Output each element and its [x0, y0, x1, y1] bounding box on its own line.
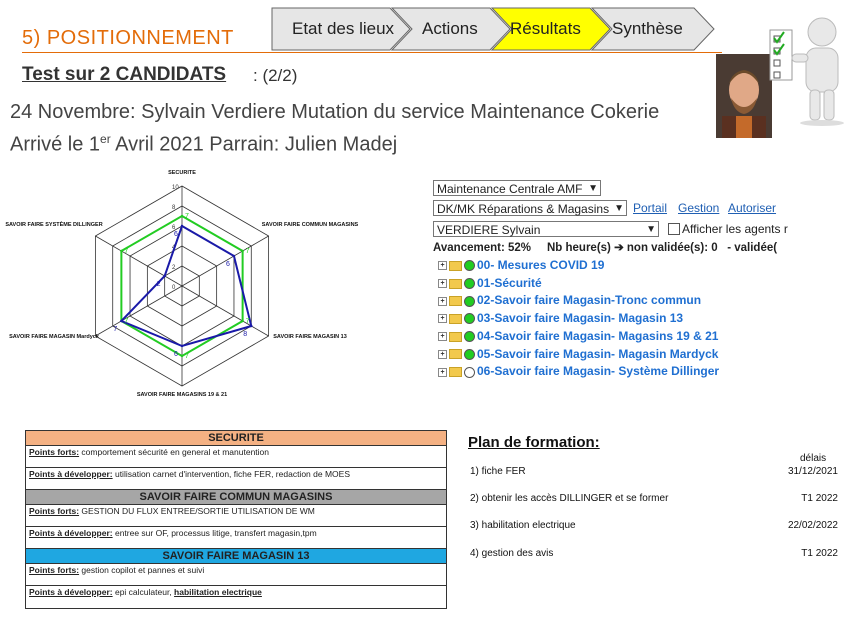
module-item[interactable] — [438, 293, 701, 309]
radar-target-label: 7 — [124, 248, 129, 255]
radar-target-label: 7 — [245, 248, 250, 255]
radar-axis-label: SECURITE — [168, 170, 196, 176]
strengths-row: Points forts: gestion copilot et pannes et suivi — [26, 564, 446, 586]
radar-actual-label: 6 — [174, 231, 178, 238]
section-title: 5) POSITIONNEMENT — [22, 27, 234, 49]
team-select[interactable]: DK/MK Réparations & Magasins ▼ — [433, 200, 627, 216]
module-item[interactable] — [438, 311, 683, 327]
radar-tick-label: 4 — [172, 245, 176, 251]
step-label-resultats: Résultats — [510, 19, 581, 38]
expand-icon[interactable]: + — [438, 314, 447, 323]
evaluation-table — [25, 430, 447, 609]
radar-actual-label: 8 — [243, 331, 248, 338]
module-label: 05-Savoir faire Magasin- Magasin Mardyck — [477, 346, 719, 361]
radar-axis-label: SAVOIR FAIRE COMMUN MAGASINS — [261, 222, 359, 228]
expand-icon[interactable]: + — [438, 368, 447, 377]
radar-axis-label: SAVOIR FAIRE MAGASIN 13 — [273, 334, 347, 340]
folder-icon — [449, 332, 462, 342]
folder-icon — [449, 314, 462, 324]
folder-icon — [449, 367, 462, 377]
module-item[interactable] — [438, 276, 542, 292]
gestion-link[interactable]: Gestion — [678, 201, 720, 215]
radar-actual-point — [181, 345, 183, 347]
plan-date: 22/02/2022 — [787, 520, 838, 531]
radar-tick-label: 10 — [172, 185, 179, 191]
radar-axis-label: SAVOIR FAIRE MAGASIN Mardyck — [9, 334, 99, 340]
step-label-synthese: Synthèse — [612, 19, 683, 38]
step-label-actions: Actions — [422, 19, 478, 38]
improvements-row: Points à développer: utilisation carnet d'intervention, fiche FER, redaction de MOES — [26, 468, 446, 490]
strengths-row: Points forts: GESTION DU FLUX ENTREE/SORTIE UTILISATION DE WM — [26, 505, 446, 527]
expand-icon[interactable]: + — [438, 332, 447, 341]
improvements-row: Points à développer: entree sur OF, processus litige, transfert magasin,tpm — [26, 527, 446, 549]
service-select[interactable]: Maintenance Centrale AMF ▼ — [433, 180, 601, 196]
training-portal-panel — [432, 178, 788, 383]
radar-target-label: 7 — [185, 213, 189, 220]
radar-actual-label: 7 — [113, 326, 118, 333]
plan-item: 3) habilitation electrique — [470, 520, 576, 531]
agent-select[interactable]: VERDIERE Sylvain ▼ — [433, 221, 659, 237]
step-label-etat-des-lieux: Etat des lieux — [292, 19, 395, 38]
table-section-header: SAVOIR FAIRE MAGASIN 13 — [26, 549, 446, 564]
radar-axis-label: SAVOIR FAIRE MAGASINS 19 & 21 — [136, 392, 228, 398]
module-label: 01-Sécurité — [477, 275, 542, 290]
status-dot-icon — [464, 296, 475, 307]
radar-spoke — [182, 286, 269, 336]
status-dot-icon — [464, 349, 475, 360]
radar-actual-label: 6 — [225, 261, 230, 268]
radar-target-point — [241, 320, 243, 322]
module-label: 00- Mesures COVID 19 — [477, 258, 605, 272]
expand-icon[interactable]: + — [438, 350, 447, 359]
module-item[interactable] — [438, 329, 718, 345]
radar-target-point — [120, 250, 122, 252]
progress-summary: Avancement: 52% Nb heure(s) ➔ non validée(s): 0 - validée( — [433, 242, 778, 254]
plan-item: 2) obtenir les accès DILLINGER et se former — [470, 493, 669, 504]
radar-actual-point — [233, 255, 235, 257]
test-subtitle: : (2/2) — [253, 66, 298, 85]
plan-delay-header: délais — [800, 453, 827, 464]
skills-radar-chart — [5, 168, 359, 408]
autoriser-link[interactable]: Autoriser — [728, 201, 777, 215]
folder-icon — [449, 349, 462, 359]
show-agents-checkbox[interactable] — [668, 223, 680, 235]
radar-actual-point — [181, 225, 183, 227]
plan-item: 1) fiche FER — [470, 466, 526, 477]
radar-tick-label: 0 — [172, 285, 176, 291]
plan-item: 4) gestion des avis — [470, 548, 554, 559]
module-item[interactable] — [438, 347, 718, 363]
status-dot-icon — [464, 278, 475, 289]
expand-icon[interactable]: + — [438, 297, 447, 306]
portail-link[interactable]: Portail — [633, 201, 668, 215]
folder-icon — [449, 261, 462, 271]
expand-icon[interactable]: + — [438, 261, 447, 270]
radar-axis-label: SAVOIR FAIRE SYSTÈME DILLINGER — [5, 222, 103, 228]
module-item[interactable] — [438, 364, 719, 380]
module-item[interactable] — [438, 258, 604, 274]
radar-actual-label: 6 — [174, 351, 178, 358]
radar-target-point — [181, 215, 183, 217]
radar-target-point — [241, 250, 243, 252]
radar-target-label: 7 — [124, 318, 129, 325]
folder-icon — [449, 296, 462, 306]
radar-target-label: 7 — [185, 353, 189, 360]
folder-icon — [449, 279, 462, 289]
status-dot-icon — [464, 260, 475, 271]
expand-icon[interactable]: + — [438, 279, 447, 288]
table-section-header: SECURITE — [26, 431, 446, 446]
radar-actual-point — [120, 320, 122, 322]
radar-tick-label: 6 — [172, 225, 176, 231]
mascot-checklist-illustration — [762, 10, 854, 128]
radar-tick-label: 8 — [172, 205, 176, 211]
plan-date: 31/12/2021 — [787, 466, 838, 477]
module-label: 04-Savoir faire Magasin- Magasins 19 & 21 — [477, 328, 719, 343]
status-dot-icon — [464, 313, 475, 324]
radar-target-point — [181, 355, 183, 357]
show-agents-label: Afficher les agents r — [682, 222, 788, 236]
test-title: Test sur 2 CANDIDATS — [22, 64, 227, 85]
section-divider — [22, 52, 722, 53]
candidate-line-1: 24 Novembre: Sylvain Verdiere Mutation du service Maintenance Cokerie — [10, 101, 660, 123]
module-label: 02-Savoir faire Magasin-Tronc commun — [477, 293, 702, 308]
strengths-row: Points forts: comportement sécurité en general et manutention — [26, 446, 446, 468]
module-label: 06-Savoir faire Magasin- Système Dillinger — [477, 364, 720, 379]
radar-actual-point — [163, 275, 165, 277]
radar-actual-label: 2 — [156, 281, 161, 288]
status-dot-icon — [464, 367, 475, 378]
table-section-header: SAVOIR FAIRE COMMUN MAGASINS — [26, 490, 446, 505]
improvements-row: Points à développer: epi calculateur, habilitation electrique — [29, 587, 262, 597]
radar-tick-label: 2 — [172, 265, 176, 271]
plan-date: T1 2022 — [801, 548, 838, 559]
candidate-line-2: Arrivé le 1er Avril 2021 Parrain: Julien Madej — [10, 132, 398, 156]
plan-title: Plan de formation: — [468, 434, 600, 451]
plan-date: T1 2022 — [801, 493, 838, 504]
module-label: 03-Savoir faire Magasin- Magasin 13 — [477, 311, 684, 326]
radar-actual-point — [250, 325, 252, 327]
status-dot-icon — [464, 331, 475, 342]
radar-target-label: 7 — [245, 318, 250, 325]
